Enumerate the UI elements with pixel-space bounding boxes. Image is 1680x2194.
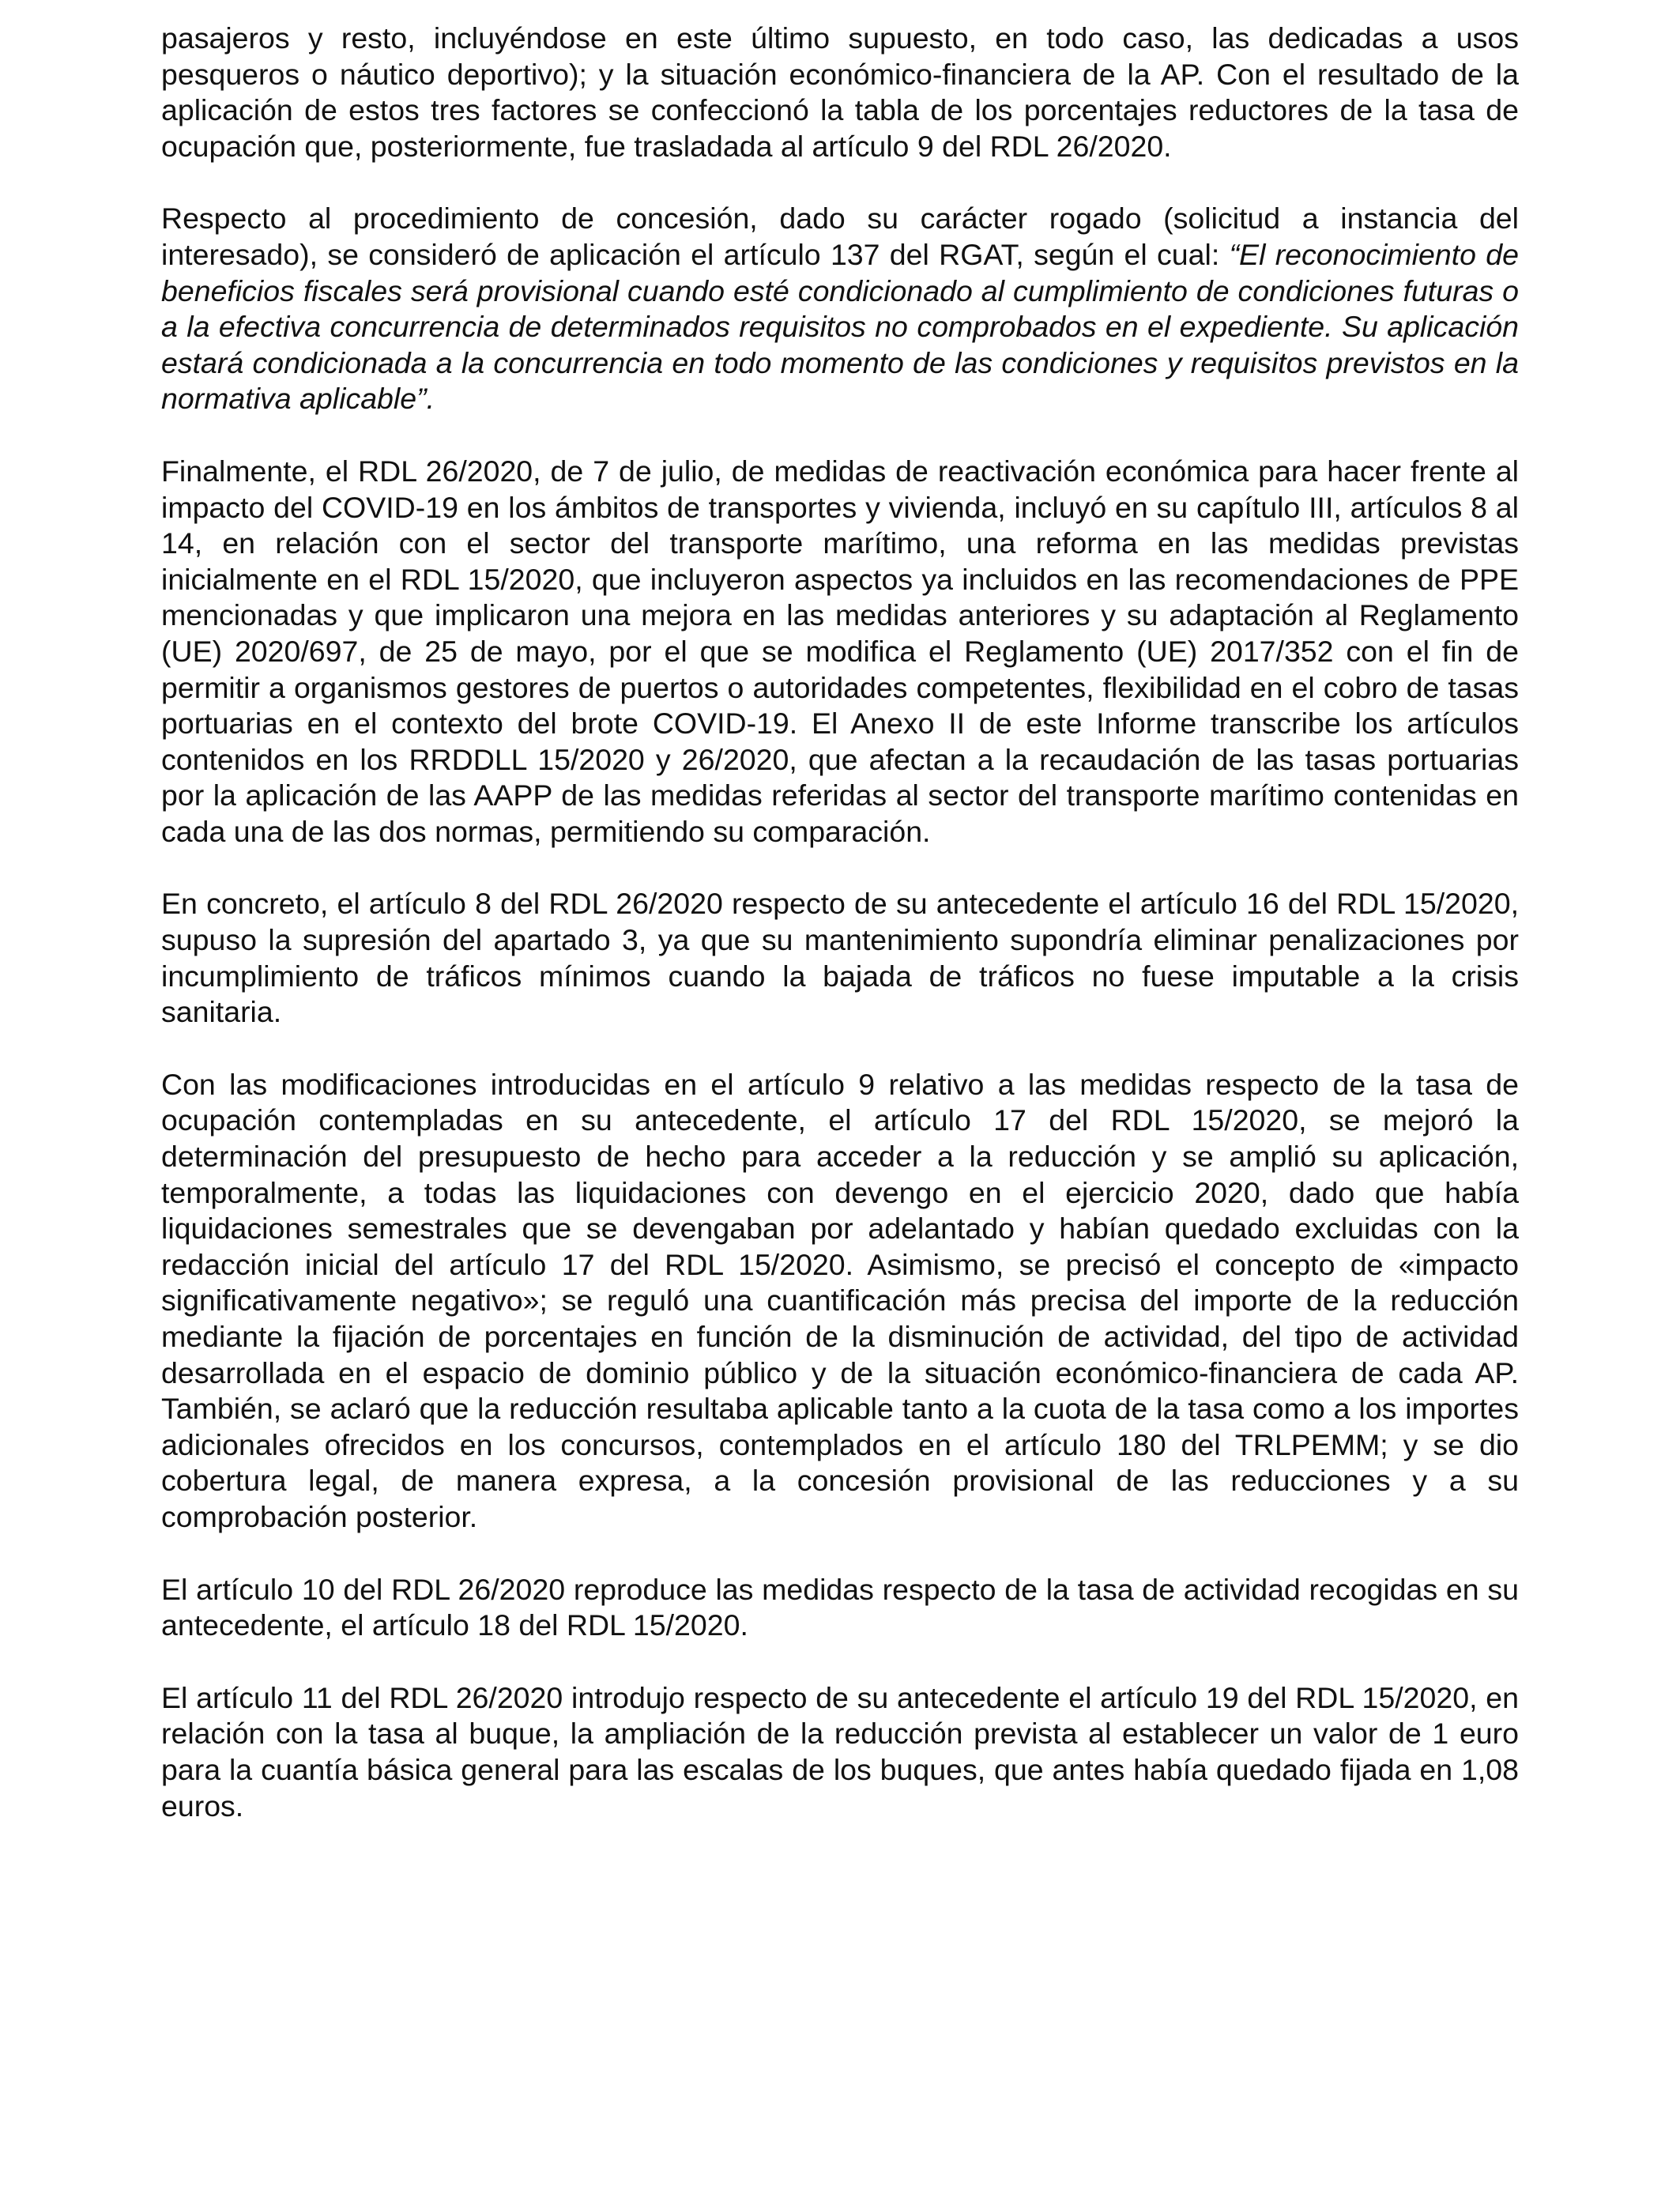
- paragraph-procedimiento-concesion: [161, 201, 1519, 417]
- paragraph-rdl-26-2020-reforma: Finalmente, el RDL 26/2020, de 7 de julio, de medidas de reactivación económica para hacer frente al impacto del COVID-19 en los ámbitos de transportes y vivienda, incluyó en su capítulo III, artículos 8 al 14, en relación con el sector del transporte marítimo, una reforma en las medidas previstas inicialmente en el RDL 15/2020, que incluyeron aspectos ya incluidos en las recomendaciones de PPE mencionadas y que implicaron una mejora en las medidas anteriores y su adaptación al Reglamento (UE) 2020/697, de 25 de mayo, por el que se modifica el Reglamento (UE) 2017/352 con el fin de permitir a organismos gestores de puertos o autoridades competentes, flexibilidad en el cobro de tasas portuarias en el contexto del brote COVID-19. El Anexo II de este Informe transcribe los artículos contenidos en los RRDDLL 15/2020 y 26/2020, que afectan a la recaudación de las tasas portuarias por la aplicación de las AAPP de las medidas referidas al sector del transporte marítimo contenidas en cada una de las dos normas, permitiendo su comparación.: [161, 454, 1519, 848]
- paragraph-articulo-10: El artículo 10 del RDL 26/2020 reproduce las medidas respecto de la tasa de actividad recogidas en su antecedente, el artículo 18 del RDL 15/2020.: [161, 1572, 1519, 1642]
- rgat-article-137-quote: “El reconocimiento de beneficios fiscales será provisional cuando esté condicionado al cumplimiento de condiciones futuras o a la efectiva concurrencia de determinados requisitos no comprobados en el expediente. Su aplicación estará condicionada a la concurrencia en todo momento de las condiciones y requisitos previstos en la normativa aplicable”.: [161, 237, 1519, 416]
- document-page: [161, 21, 1519, 1824]
- paragraph-lead-text: Respecto al procedimiento de concesión, dado su carácter rogado (solicitud a instancia del interesado), se consideró de aplicación el artículo 137 del RGAT, según el cual:: [161, 202, 1519, 271]
- paragraph-articulo-11: El artículo 11 del RDL 26/2020 introdujo respecto de su antecedente el artículo 19 del RDL 15/2020, en relación con la tasa al buque, la ampliación de la reducción prevista al establecer un valor de 1 euro para la cuantía básica general para las escalas de los buques, que antes había quedado fijada en 1,08 euros.: [161, 1680, 1519, 1823]
- paragraph-articulo-8: En concreto, el artículo 8 del RDL 26/2020 respecto de su antecedente el artículo 16 del RDL 15/2020, supuso la supresión del apartado 3, ya que su mantenimiento supondría eliminar penalizaciones por incumplimiento de tráficos mínimos cuando la bajada de tráficos no fuese imputable a la crisis sanitaria.: [161, 887, 1519, 1029]
- paragraph-tasa-ocupacion-factores: pasajeros y resto, incluyéndose en este último supuesto, en todo caso, las dedicadas a usos pesqueros o náutico deportivo); y la situación económico-financiera de la AP. Con el resultado de la aplicación de estos tres factores se confeccionó la tabla de los porcentajes reductores de la tasa de ocupación que, posteriormente, fue trasladada al artículo 9 del RDL 26/2020.: [161, 21, 1519, 163]
- paragraph-articulo-9: Con las modificaciones introducidas en el artículo 9 relativo a las medidas respecto de la tasa de ocupación contempladas en su antecedente, el artículo 17 del RDL 15/2020, se mejoró la determinación del presupuesto de hecho para acceder a la reducción y se amplió su aplicación, temporalmente, a todas las liquidaciones con devengo en el ejercicio 2020, dado que había liquidaciones semestrales que se devengaban por adelantado y habían quedado excluidas con la redacción inicial del artículo 17 del RDL 15/2020. Asimismo, se precisó el concepto de «impacto significativamente negativo»; se reguló una cuantificación más precisa del importe de la reducción mediante la fijación de porcentajes en función de la disminución de actividad, del tipo de actividad desarrollada en el espacio de dominio público y de la situación económico-financiera de cada AP. También, se aclaró que la reducción resultaba aplicable tanto a la cuota de la tasa como a los importes adicionales ofrecidos en los concursos, contemplados en el artículo 180 del TRLPEMM; y se dio cobertura legal, de manera expresa, a la concesión provisional de las reducciones y a su comprobación posterior.: [161, 1067, 1519, 1533]
